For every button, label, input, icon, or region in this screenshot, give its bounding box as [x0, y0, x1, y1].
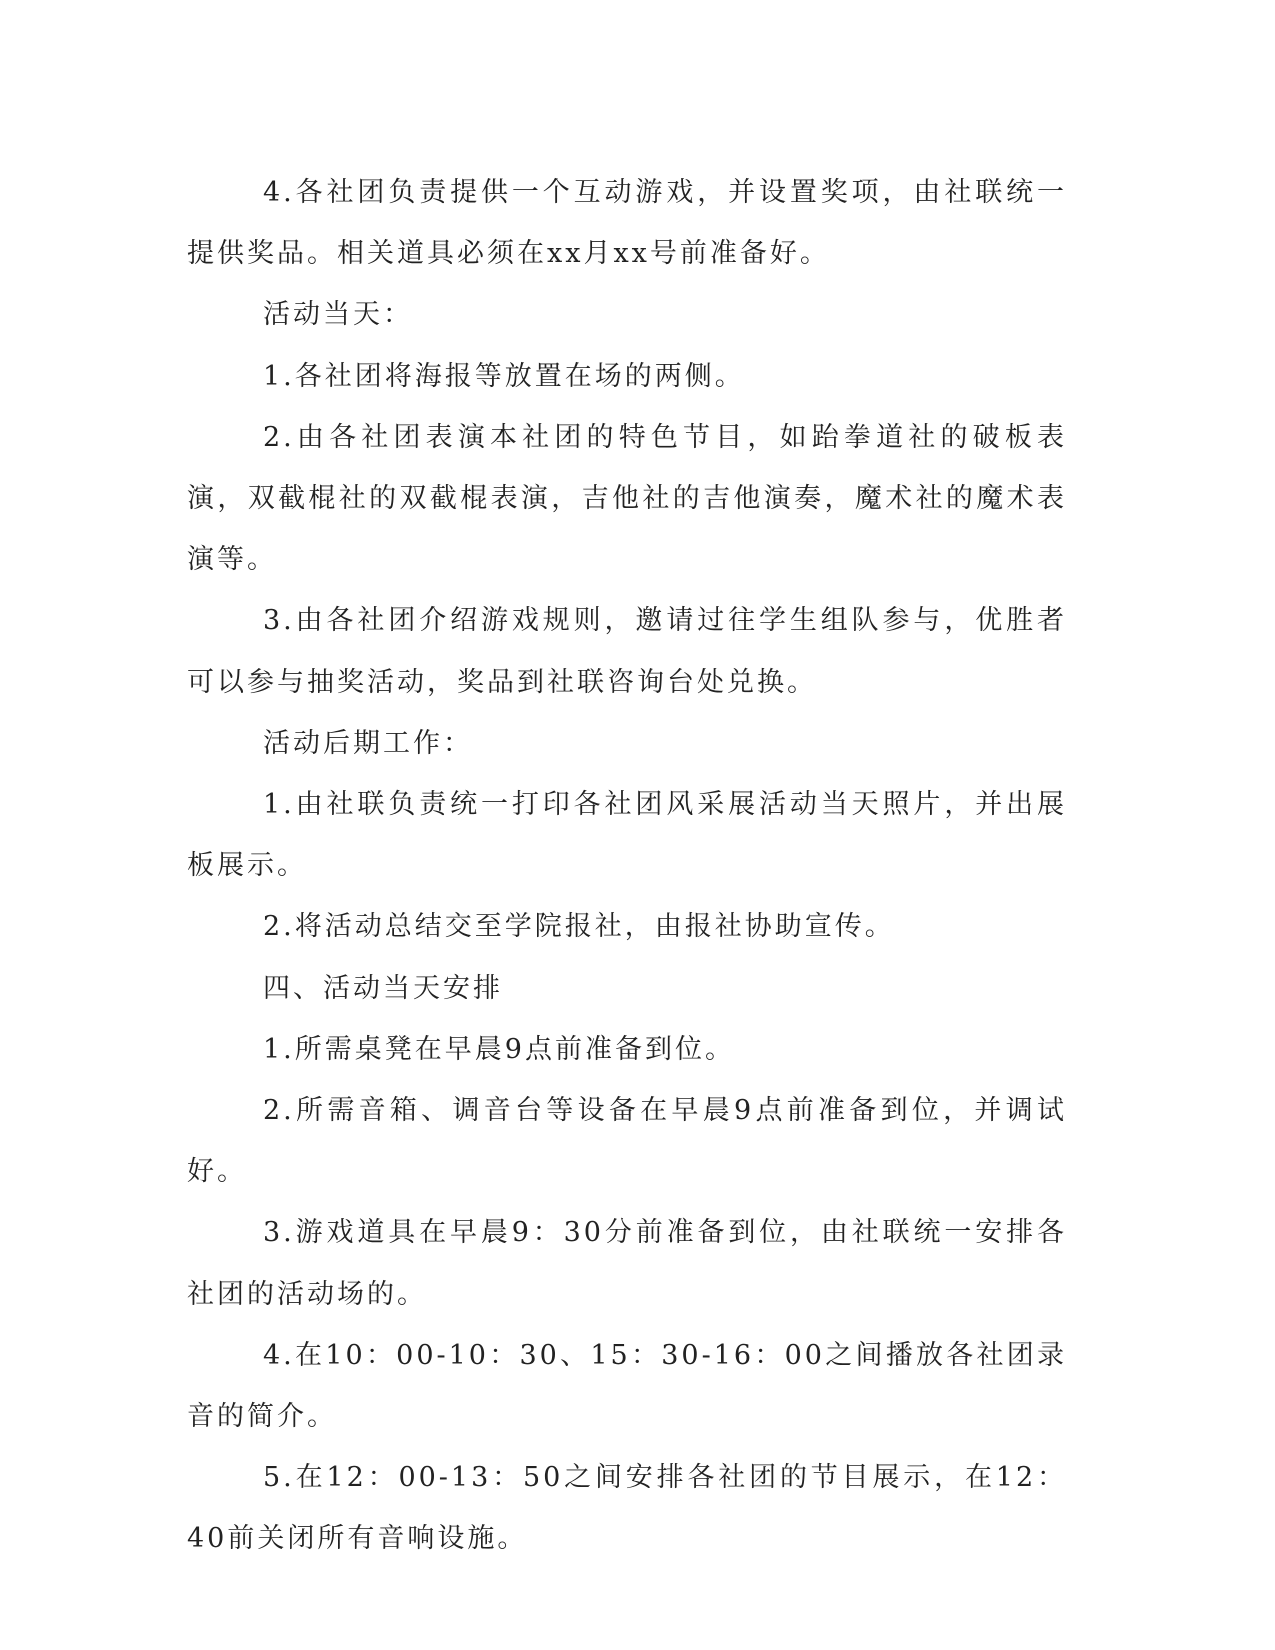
- paragraph-posters: 1.各社团将海报等放置在场的两侧。: [263, 360, 745, 392]
- heading-event-day: 活动当天：: [263, 299, 413, 331]
- paragraph-performances: 2.由各社团表演本社团的特色节目，如跆拳道社的破板表演，双截棍社的双截棍表演，吉他社的吉他演奏，魔术社的魔术表演等。: [187, 421, 1067, 576]
- paragraph-game-prizes: 4.各社团负责提供一个互动游戏，并设置奖项，由社联统一提供奖品。相关道具必须在xx月xx号前准备好。: [187, 177, 1067, 270]
- paragraph-recordings: 4.在10：00-10：30、15：30-16：00之间播放各社团录音的简介。: [187, 1339, 1067, 1433]
- document-body: [187, 162, 1067, 1570]
- paragraph-game-rules: 3.由各社团介绍游戏规则，邀请过往学生组队参与，优胜者可以参与抽奖活动，奖品到社联咨询台处兑换。: [187, 605, 1067, 698]
- paragraph-summary: 2.将活动总结交至学院报社，由报社协助宣传。: [263, 911, 895, 943]
- heading-post-event: 活动后期工作：: [263, 727, 473, 759]
- section-heading-schedule: 四、活动当天安排: [263, 972, 503, 1004]
- paragraph-photos: 1.由社联负责统一打印各社团风采展活动当天照片，并出展板展示。: [187, 789, 1067, 882]
- paragraph-game-props: 3.游戏道具在早晨9：30分前准备到位，由社联统一安排各社团的活动场的。: [187, 1217, 1067, 1310]
- paragraph-desks: 1.所需桌凳在早晨9点前准备到位。: [263, 1033, 735, 1065]
- paragraph-audio-equipment: 2.所需音箱、调音台等设备在早晨9点前准备到位，并调试好。: [187, 1095, 1067, 1188]
- paragraph-program-show: 5.在12：00-13：50之间安排各社团的节目展示，在12：40前关闭所有音响设施。: [187, 1462, 1067, 1555]
